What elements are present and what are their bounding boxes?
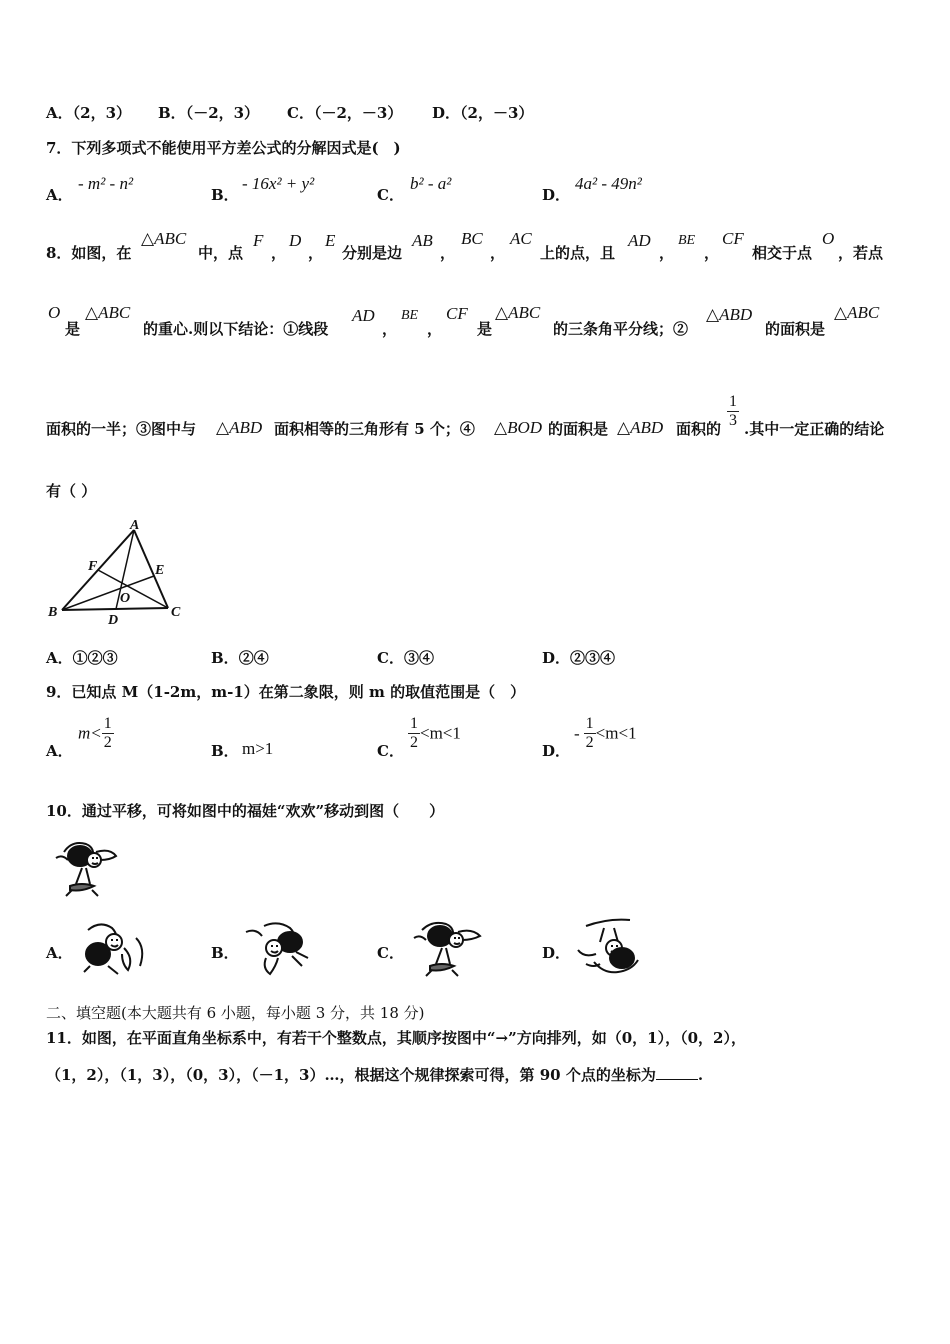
q11-answer-blank[interactable] xyxy=(656,1067,698,1080)
q6-option-a xyxy=(46,102,131,123)
q8-comma-8: ， xyxy=(427,320,443,338)
q8-text-line3a: 面积的一半；③图中与 xyxy=(46,420,197,438)
q10-option-d-mascot[interactable] xyxy=(574,914,646,978)
q8-line-ad: AD xyxy=(628,231,651,250)
q9-option-d-pre: - xyxy=(574,723,580,743)
fig-label-c: C xyxy=(171,605,181,620)
q8-text-zhongxin: 的重心.则以下结论：①线段 xyxy=(143,320,329,338)
q8-text-shang: 上的点，且 xyxy=(540,244,616,262)
q8-option-d xyxy=(542,647,615,668)
q8-triangle-abc-2: △ABC xyxy=(85,303,131,322)
q6-option-b xyxy=(158,102,259,123)
q8-line-ad-2: AD xyxy=(352,306,375,325)
q11-line2-end: . xyxy=(697,1066,704,1084)
q10-option-b-mascot[interactable] xyxy=(242,918,314,978)
q10-option-c-mascot[interactable] xyxy=(410,918,486,978)
q8-comma-1: ， xyxy=(271,244,287,262)
q7-option-c-expr: b² - a² xyxy=(410,174,452,193)
q9-option-b-expr: m>1 xyxy=(242,739,274,758)
q8-option-a-label: A． xyxy=(46,649,73,667)
q7-stem: 7．下列多项式不能使用平方差公式的分解因式是( ) xyxy=(46,139,401,157)
q8-line-be-2: BE xyxy=(401,308,419,323)
q7-option-b-label: B． xyxy=(211,186,239,204)
q8-text-line3d: 面积的 xyxy=(676,420,722,438)
q10-option-c-label: C． xyxy=(377,944,404,962)
q10-option-a-mascot[interactable] xyxy=(78,918,150,978)
fig-label-e: E xyxy=(155,563,165,578)
q6-option-b-text: （－2，3） xyxy=(185,104,260,122)
q9-option-a-pre: m< xyxy=(78,723,102,743)
q11-line2-text: （1，2），（1，3），（0，3），（－1，3）…，根据这个规律探索可得，第 90 个点的坐标为 xyxy=(46,1066,656,1084)
q9-option-d-num: 1 xyxy=(585,715,594,732)
q8-text-xiangjiao: 相交于点 xyxy=(752,244,813,262)
q8-point-f: F xyxy=(253,231,264,250)
q8-text-mianjishi: 的面积是 xyxy=(765,320,826,338)
q8-option-b-text: ②④ xyxy=(238,649,269,667)
q8-text-fenbie: 分别是边 xyxy=(342,244,403,262)
q6-option-b-label: B． xyxy=(158,104,186,122)
q6-option-d-text: （2，－3） xyxy=(460,104,534,122)
q6-option-a-label: A． xyxy=(46,104,73,122)
q10-option-d-label: D． xyxy=(542,944,571,962)
q8-point-e: E xyxy=(325,231,336,250)
q6-option-c xyxy=(287,102,402,123)
q8-option-c-label: C． xyxy=(377,649,404,667)
q8-line-cf-2: CF xyxy=(446,304,468,323)
q8-text-shi-2: 是 xyxy=(477,320,493,338)
q8-comma-7: ， xyxy=(382,320,398,338)
q7-option-a-label: A． xyxy=(46,186,73,204)
q7-option-b-expr: - 16x² + y² xyxy=(242,174,315,193)
q9-option-c-num: 1 xyxy=(410,715,418,732)
fig-label-o: O xyxy=(120,591,131,606)
q6-option-a-text: （2，3） xyxy=(72,104,132,122)
q8-option-c xyxy=(377,647,434,668)
fig-label-f: F xyxy=(88,559,98,574)
q9-option-d-den: 2 xyxy=(585,734,594,751)
q8-fraction-num: 1 xyxy=(729,393,737,410)
q8-option-c-text: ③④ xyxy=(403,649,434,667)
q8-option-b-label: B． xyxy=(211,649,239,667)
q11-line1: 11．如图，在平面直角坐标系中，有若干个整数点，其顺序按图中“→”方向排列，如（0，1），（0，2）， xyxy=(46,1029,746,1047)
fig-label-a: A xyxy=(130,518,140,533)
q8-comma-5: ， xyxy=(659,244,675,262)
q8-comma-3: ， xyxy=(440,244,456,262)
q9-option-b-label: B． xyxy=(211,742,239,760)
q6-option-c-text: （－2，－3） xyxy=(313,104,403,122)
fig-side-bc xyxy=(62,608,168,610)
q8-triangle-abd-3: △ABD xyxy=(617,418,664,437)
q8-text-line3e: .其中一定正确的结论 xyxy=(744,420,885,438)
q8-text-line3b: 面积相等的三角形有 5 个；④ xyxy=(274,420,475,438)
q10-option-b-label: B． xyxy=(211,944,239,962)
q7-option-d-expr: 4a² - 49n² xyxy=(575,174,642,193)
q7-option-d-label: D． xyxy=(542,186,571,204)
q8-option-b xyxy=(211,647,269,668)
q8-comma-2: ， xyxy=(308,244,324,262)
q8-fraction-den: 3 xyxy=(729,412,737,429)
section-2-title: 二、填空题(本大题共有 6 小题，每小题 3 分，共 18 分) xyxy=(46,1004,425,1022)
q9-option-d-label: D． xyxy=(542,742,571,760)
q8-point-o: O xyxy=(822,229,835,248)
fig-label-d: D xyxy=(108,613,119,628)
q10-stem: 10．通过平移，可将如图中的福娃“欢欢”移动到图（ ） xyxy=(46,802,445,820)
q9-option-c-label: C． xyxy=(377,742,404,760)
q10-mascot-reference xyxy=(52,838,122,900)
q8-line-cf: CF xyxy=(722,229,744,248)
q8-triangle-abd-2: △ABD xyxy=(216,418,263,437)
q8-number-text: 8．如图，在 xyxy=(46,244,132,262)
q6-option-d-label: D． xyxy=(432,104,461,122)
q9-option-d-post: <m<1 xyxy=(595,723,637,743)
q6-option-d xyxy=(432,102,533,123)
q8-text-zhongdian: 中，点 xyxy=(198,244,244,262)
q8-side-ab: AB xyxy=(412,231,433,250)
q8-option-d-text: ②③④ xyxy=(570,649,616,667)
q8-comma-6: ， xyxy=(704,244,720,262)
q8-text-shi: 是 xyxy=(65,320,81,338)
q9-option-c-den: 2 xyxy=(410,734,418,751)
q8-triangle-abc-3: △ABC xyxy=(495,303,541,322)
q8-triangle-bod: △BOD xyxy=(494,418,543,437)
q8-triangle-figure xyxy=(44,518,194,628)
q9-option-c-post: <m<1 xyxy=(420,723,461,743)
q8-text-ruodian: ，若点 xyxy=(838,244,884,262)
mascot-figure xyxy=(56,843,116,896)
q8-option-a-text: ①②③ xyxy=(72,649,118,667)
q9-option-a-num: 1 xyxy=(103,715,112,732)
q9-option-d-expr xyxy=(574,715,637,752)
q8-triangle-abc-4: △ABC xyxy=(834,303,880,322)
q9-option-a-label: A． xyxy=(46,742,73,760)
q10-option-a-label: A． xyxy=(46,944,73,962)
q8-point-d: D xyxy=(289,231,302,250)
q8-fraction-one-third xyxy=(727,393,739,430)
q8-point-o-2: O xyxy=(48,303,61,322)
q8-triangle-abc: △ABC xyxy=(141,229,187,248)
q8-text-line4: 有（ ） xyxy=(46,482,97,500)
q8-option-a xyxy=(46,647,118,668)
q7-option-c-label: C． xyxy=(377,186,404,204)
q6-option-c-label: C． xyxy=(287,104,314,122)
q7-option-a-expr: - m² - n² xyxy=(78,174,134,193)
q8-comma-4: ， xyxy=(490,244,506,262)
q8-text-pingfen: 的三条角平分线；② xyxy=(553,320,689,338)
fig-label-b: B xyxy=(48,605,58,620)
q9-option-c-expr xyxy=(408,715,461,752)
q8-option-d-label: D． xyxy=(542,649,571,667)
q8-line-be: BE xyxy=(678,233,696,248)
q9-stem: 9．已知点 M（1-2m，m-1）在第二象限，则 m 的取值范围是（ ） xyxy=(46,683,526,701)
q9-option-a-den: 2 xyxy=(103,734,112,751)
q8-triangle-abd: △ABD xyxy=(706,305,753,324)
q11-line2 xyxy=(46,1064,703,1085)
q8-side-bc: BC xyxy=(461,229,483,248)
q8-side-ac: AC xyxy=(510,229,532,248)
q8-text-line3c: 的面积是 xyxy=(548,420,609,438)
q9-option-a-expr xyxy=(78,715,114,752)
